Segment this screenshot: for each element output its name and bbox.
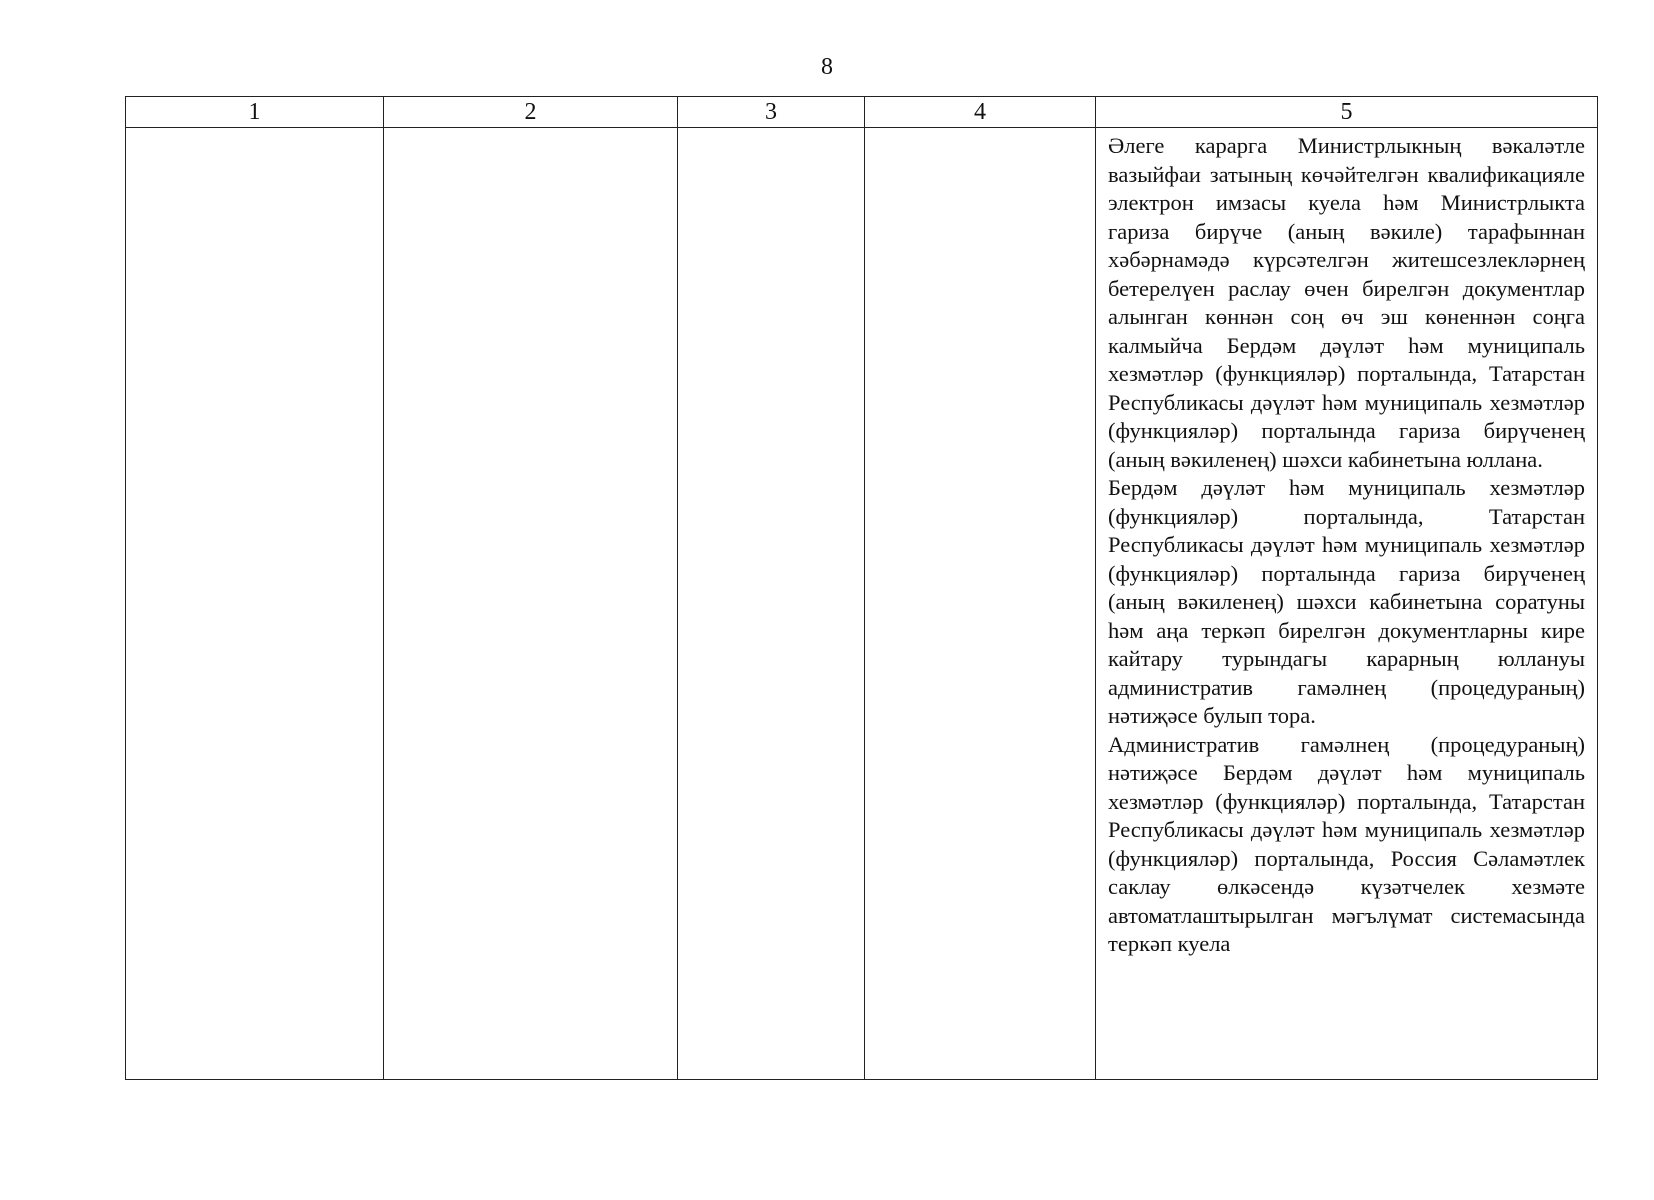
table-cell-col4 [865,128,1096,1080]
col5-paragraph-2: Бердәм дәүләт һәм муниципаль хезмәтләр (функцияләр) порталында, Татарстан Республикасы дәүләт һәм муниципаль хезмәтләр (функцияләр) порталында гариза бирүченең (аның вәкиленең) шәхси кабинетына соратуны һәм аңа теркәп бирелгән документларны кире кайтару турындагы карарның юллануы административ гамәлнең (процедураның) нәтиҗәсе булып тора. [1108,475,1585,728]
table-cell-col2 [384,128,678,1080]
table-header-row [126,97,1598,128]
column-header-4: 4 [865,97,1096,128]
col5-paragraph-3: Административ гамәлнең (процедураның) нәтиҗәсе Бердәм дәүләт һәм муниципаль хезмәтләр (функцияләр) порталында, Татарстан Республикасы дәүләт һәм муниципаль хезмәтләр (функцияләр) порталында, Россия Сәламәтлек саклау өлкәсендә күзәтчелек хезмәте автоматлаштырылган мәгълүмат системасында теркәп куела [1108,731,1585,956]
table-cell-col1 [126,128,384,1080]
table-cell-col5 [1096,128,1598,1080]
column-header-1: 1 [126,97,384,128]
document-table [125,96,1598,1080]
column-header-2: 2 [384,97,678,128]
col5-paragraph-1: Әлеге карарга Министрлыкның вәкаләтле вазыйфаи затының көчәйтелгән квалификацияле электрон имзасы куела һәм Министрлыкта гариза бирүче (аның вәкиле) тарафыннан хәбәрнамәдә күрсәтелгән житешсезлекләрнең бетерелүен раслау өчен бирелгән документлар алынган көннән соң өч эш көненнән соңга калмыйча Бердәм дәүләт һәм муниципаль хезмәтләр (функцияләр) порталында, Татарстан Республикасы дәүләт һәм муниципаль хезмәтләр (функцияләр) порталында гариза бирүченең (аның вәкиленең) шәхси кабинетына юллана. [1108,133,1585,472]
page-number: 8 [821,54,833,80]
column-header-3: 3 [678,97,865,128]
table-cell-col3 [678,128,865,1080]
column-header-5: 5 [1096,97,1598,128]
table-row [126,128,1598,1080]
